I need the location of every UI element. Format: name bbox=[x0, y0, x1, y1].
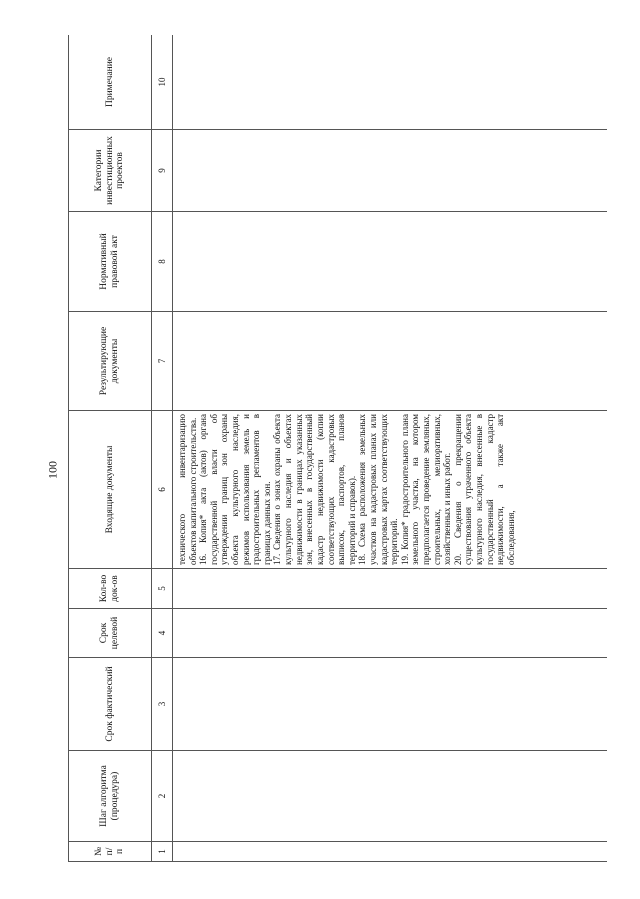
column-number: 2 bbox=[152, 751, 173, 842]
column-number: 1 bbox=[152, 842, 173, 862]
column-number: 10 bbox=[152, 35, 173, 130]
document-item: 18. Схема расположения земельных участков на кадастровых планах или кадастровых картах соответствующих территорий. bbox=[357, 414, 400, 565]
header-docs-count: Кол-во док-ов bbox=[69, 569, 152, 609]
column-number: 5 bbox=[152, 569, 173, 609]
document-item: 20. Сведения о прекращении существования утраченного объекта культурного наследия, внесенные в государственный кадастр недвижимости, а также акт обследования, bbox=[452, 414, 516, 565]
procedure-table bbox=[68, 35, 607, 862]
header-note: Примечание bbox=[69, 35, 152, 130]
cell-actual-term bbox=[173, 658, 608, 751]
column-number: 8 bbox=[152, 212, 173, 312]
cell-target-term bbox=[173, 609, 608, 658]
cell-legal-act bbox=[173, 212, 608, 312]
cell-incoming-documents bbox=[173, 411, 608, 569]
column-number: 4 bbox=[152, 609, 173, 658]
page-number: 100 bbox=[45, 461, 60, 479]
header-result-documents: Результирующие документы bbox=[69, 312, 152, 411]
document-item: 19. Копия* градостроительного плана земельного участка, на котором предполагается проведение земляных, строительных, мелиоративных, хозяйственных и иных работ. bbox=[399, 414, 453, 565]
table-frame bbox=[68, 35, 607, 862]
column-number-row bbox=[152, 35, 173, 862]
document-item: технического инвентаризацию объектов капитального строительства. bbox=[177, 414, 198, 565]
header-target-term: Срок целевой bbox=[69, 609, 152, 658]
header-algorithm-step: Шаг алгоритма (процедура) bbox=[69, 751, 152, 842]
cell-docs-count bbox=[173, 569, 608, 609]
cell-number bbox=[173, 842, 608, 862]
header-row bbox=[69, 35, 152, 862]
cell-result-documents bbox=[173, 312, 608, 411]
header-project-categories: Категории инвестиционных проектов bbox=[69, 130, 152, 212]
header-legal-act: Нормативный правовой акт bbox=[69, 212, 152, 312]
cell-note bbox=[173, 35, 608, 130]
column-number: 6 bbox=[152, 411, 173, 569]
document-item: 17. Сведения о зонах охраны объекта культурного наследия и объектах недвижимости в границах указанных зон, внесенных в государственный кадастр недвижимости (копии соответствующих кадастровых выписок, паспортов, планов территорий и справок). bbox=[272, 414, 357, 565]
header-actual-term: Срок фактический bbox=[69, 658, 152, 751]
header-number: № п/п bbox=[69, 842, 152, 862]
cell-algorithm-step bbox=[173, 751, 608, 842]
header-incoming-documents: Входящие документы bbox=[69, 411, 152, 569]
column-number: 3 bbox=[152, 658, 173, 751]
table-row bbox=[173, 35, 608, 862]
column-number: 7 bbox=[152, 312, 173, 411]
column-number: 9 bbox=[152, 130, 173, 212]
document-item: 16. Копия* акта (актов) органа государственной власти об утверждении границ зон охраны объекта культурного наследия, режимов использования земель и градостроительных регламентов в границах данных зон. bbox=[198, 414, 272, 565]
cell-project-categories bbox=[173, 130, 608, 212]
